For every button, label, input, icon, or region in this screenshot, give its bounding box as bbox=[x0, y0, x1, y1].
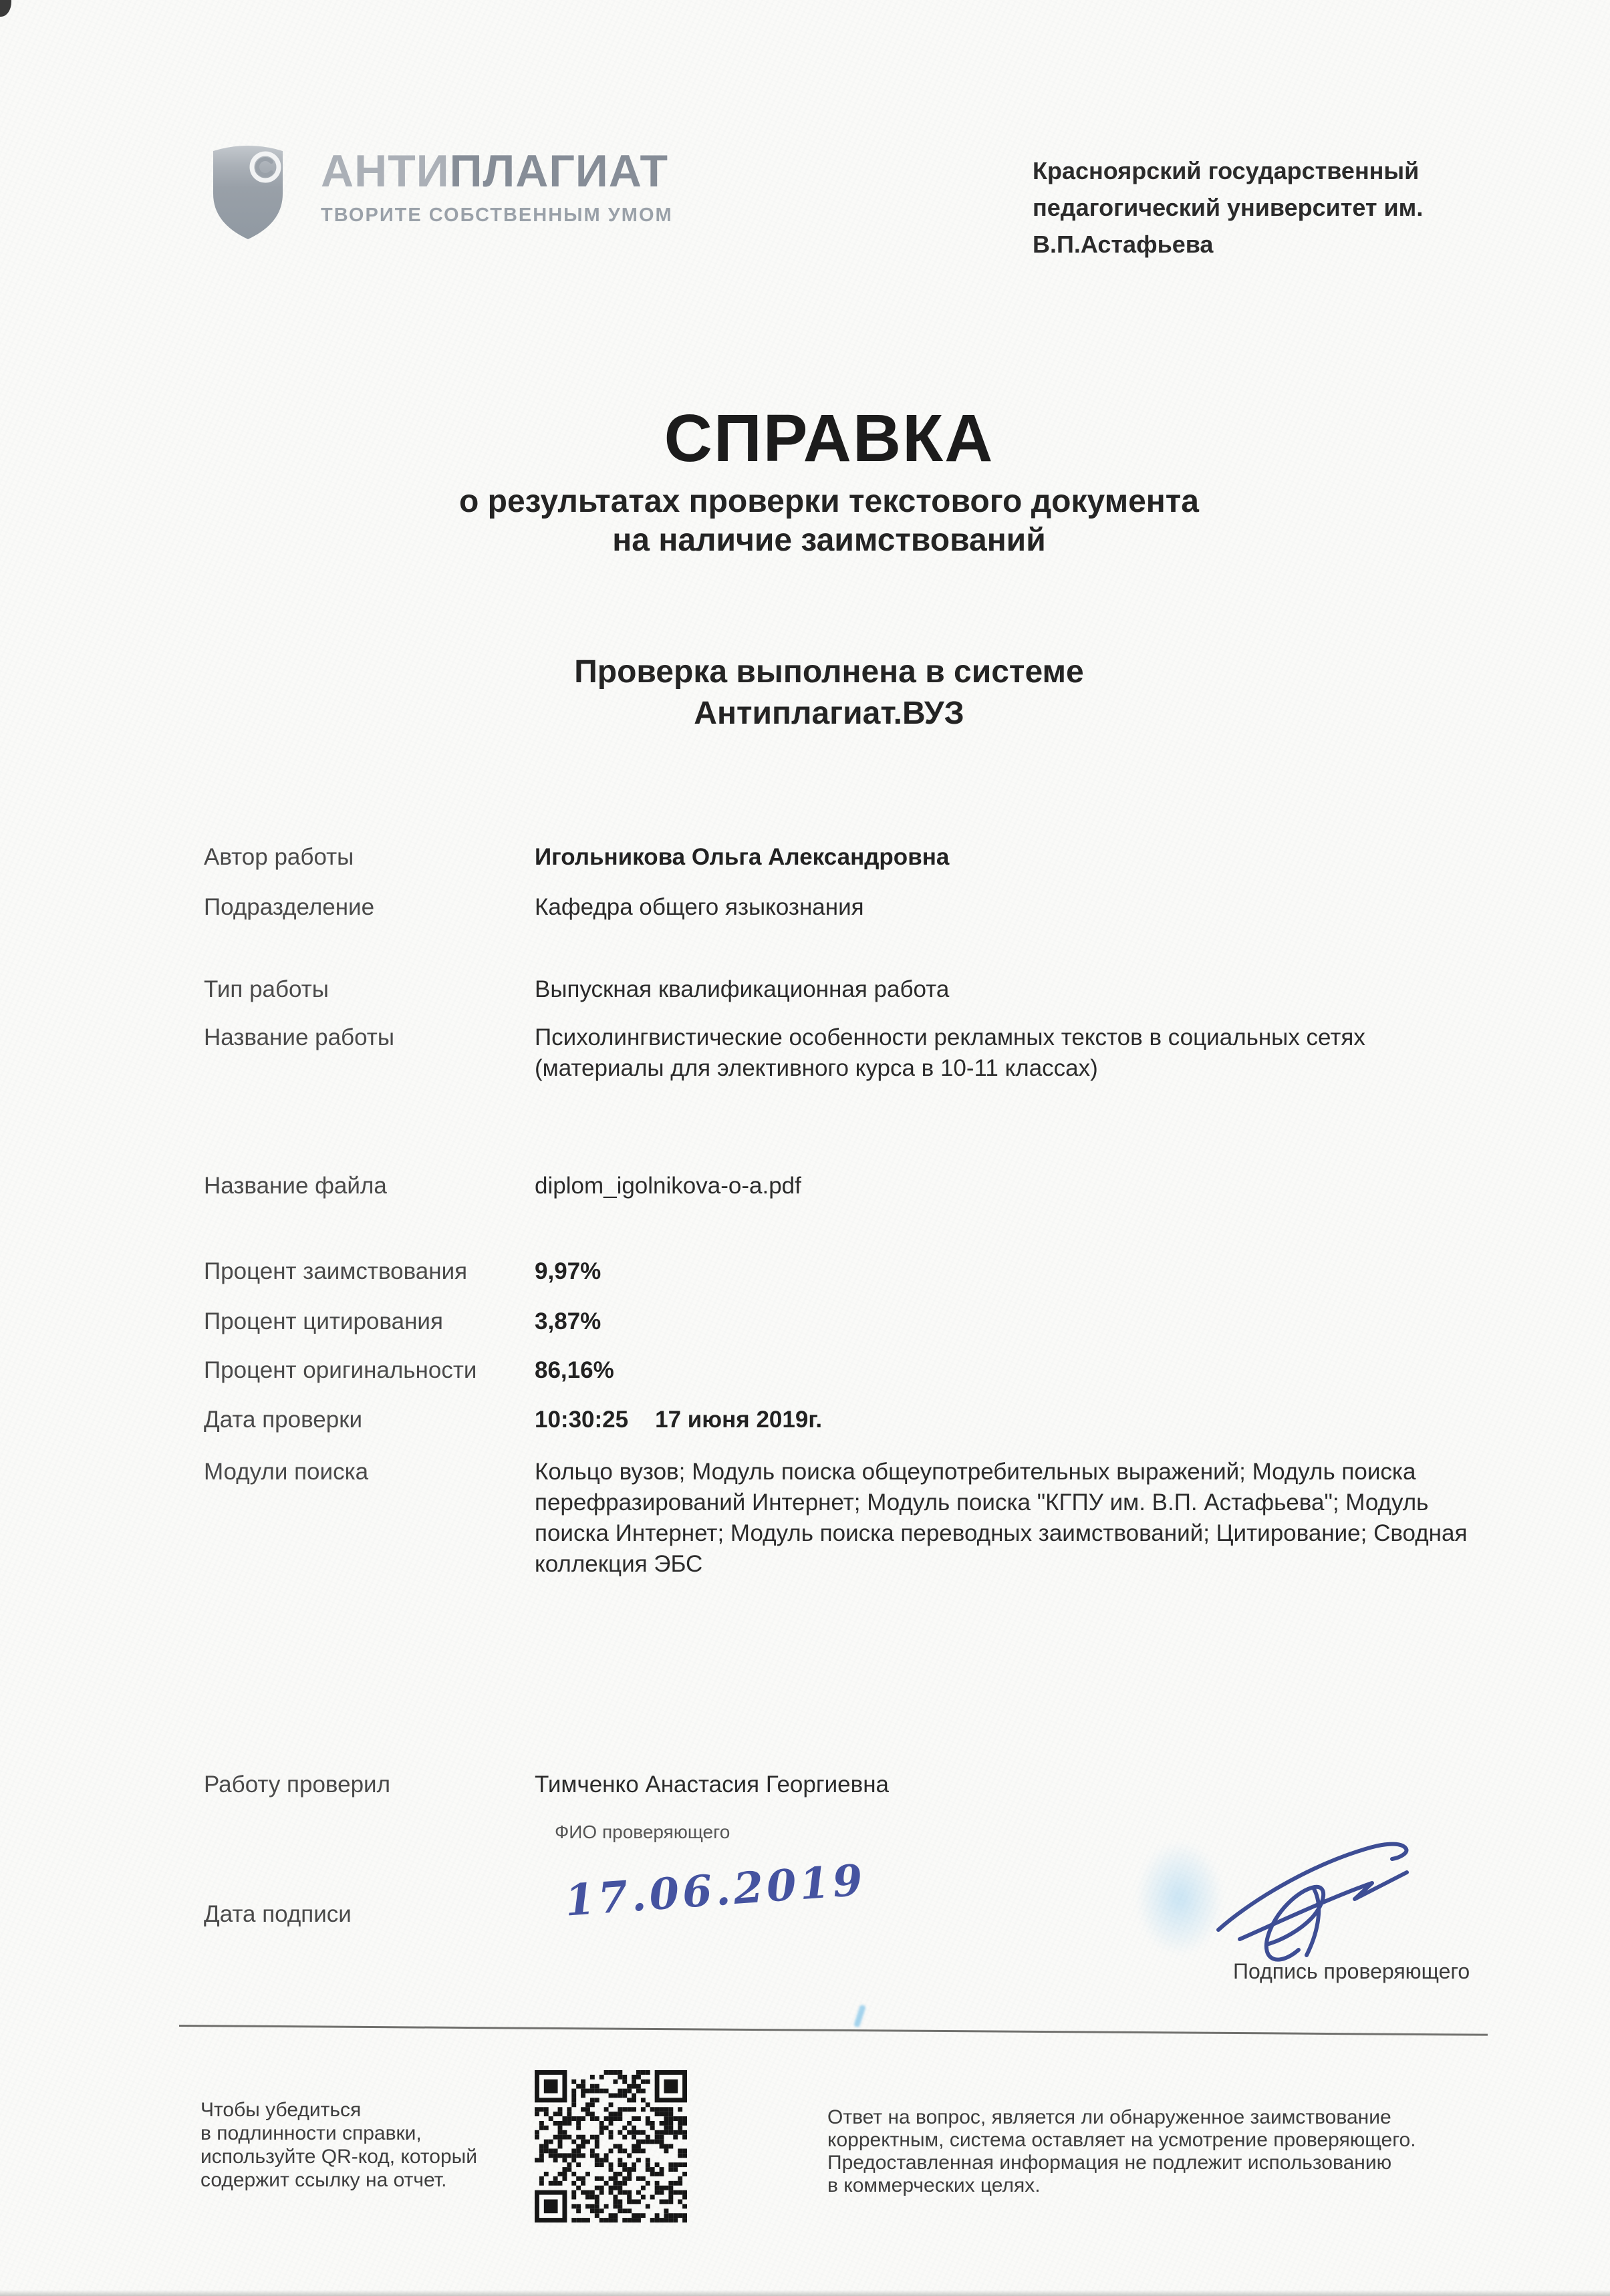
scan-bottom-artifact bbox=[0, 2290, 1610, 2296]
qr-hint-line: содержит ссылку на отчет. bbox=[200, 2169, 447, 2191]
field-value: 86,16% bbox=[535, 1357, 614, 1383]
field-citation-percent bbox=[204, 1306, 1490, 1337]
work-title-line1: Психолингвистические особенности рекламных текстов в социальных сетях bbox=[535, 1024, 1365, 1050]
footer-divider bbox=[179, 2025, 1488, 2036]
qr-hint-line: используйте QR-код, который bbox=[200, 2146, 477, 2168]
university-line: педагогический университет им. bbox=[1033, 194, 1424, 221]
field-department bbox=[204, 892, 1490, 923]
field-label: Дата подписи bbox=[204, 1901, 352, 1927]
brand-tagline: ТВОРИТЕ СОБСТВЕННЫМ УМОМ bbox=[321, 204, 673, 226]
qr-hint-text bbox=[200, 2098, 477, 2192]
field-label: Процент цитирования bbox=[204, 1308, 443, 1334]
field-value: 9,97% bbox=[535, 1258, 601, 1284]
disclaimer-line: Ответ на вопрос, является ли обнаруженное заимствование bbox=[827, 2106, 1391, 2128]
system-line1: Проверка выполнена в системе bbox=[574, 654, 1084, 690]
field-value: Кафедра общего языкознания bbox=[535, 894, 864, 920]
subtitle-line2: на наличие заимствований bbox=[612, 523, 1046, 558]
signature-caption: Подпись проверяющего bbox=[1233, 1959, 1470, 1983]
field-borrowed-percent bbox=[204, 1256, 1490, 1287]
work-title-line2: (материалы для элективного курса в 10-11 классах) bbox=[535, 1055, 1098, 1081]
system-statement bbox=[24, 652, 1610, 734]
disclaimer-line: в коммерческих целях. bbox=[827, 2174, 1041, 2196]
field-checked-by bbox=[204, 1769, 1490, 1800]
disclaimer-text bbox=[827, 2106, 1416, 2197]
qr-hint-line: Чтобы убедиться bbox=[200, 2099, 362, 2121]
brand-name bbox=[321, 148, 673, 194]
field-label: Дата проверки bbox=[204, 1407, 363, 1433]
document-title: СПРАВКА bbox=[664, 401, 994, 476]
shield-logo-icon bbox=[207, 139, 289, 241]
reviewer-note: ФИО проверяющего bbox=[555, 1822, 730, 1842]
field-value: Игольникова Ольга Александровна bbox=[535, 844, 950, 870]
antiplagiat-logo bbox=[207, 139, 673, 241]
field-check-date bbox=[204, 1405, 1490, 1435]
subtitle-line1: о результатах проверки текстового документа bbox=[459, 484, 1199, 519]
document-subtitle bbox=[24, 482, 1610, 560]
field-value: diplom_igolnikova-o-a.pdf bbox=[535, 1173, 801, 1199]
field-work-type bbox=[204, 974, 1490, 1005]
university-line: В.П.Астафьева bbox=[1033, 231, 1214, 258]
field-sign-date bbox=[204, 1899, 535, 1930]
field-search-modules bbox=[204, 1457, 1490, 1580]
reviewer-signature bbox=[1200, 1824, 1434, 1968]
qr-hint-line: в подлинности справки, bbox=[200, 2122, 422, 2144]
university-line: Красноярский государственный bbox=[1033, 157, 1420, 184]
brand-light: АНТИ bbox=[321, 146, 450, 196]
field-author bbox=[204, 842, 1490, 873]
check-time: 10:30:25 bbox=[535, 1407, 629, 1433]
field-label: Работу проверил bbox=[204, 1771, 391, 1798]
field-label: Название работы bbox=[204, 1024, 394, 1050]
field-value bbox=[535, 1405, 1490, 1435]
disclaimer-line: Предоставленная информация не подлежит использованию bbox=[827, 2152, 1392, 2174]
brand-bold: ПЛАГИАТ bbox=[449, 146, 669, 196]
field-label: Модули поиска bbox=[204, 1459, 369, 1485]
university-name bbox=[1033, 152, 1500, 263]
system-line2: Антиплагиат.ВУЗ bbox=[694, 696, 964, 731]
field-value: Кольцо вузов; Модуль поиска общеупотребительных выражений; Модуль поиска перефразирований Интернет; Модуль поиска "КГПУ им. В.П. Астафьева"; Модуль поиска Интернет; Модуль поиска переводных заимствований; Цитирование; Сводная коллекция ЭБС bbox=[535, 1459, 1468, 1577]
field-label: Тип работы bbox=[204, 976, 329, 1002]
field-label: Название файла bbox=[204, 1173, 387, 1199]
ink-speck-artifact bbox=[853, 2004, 866, 2027]
logo-text bbox=[321, 139, 673, 227]
field-label: Процент оригинальности bbox=[204, 1357, 477, 1383]
handwritten-date: 17.06.2019 bbox=[563, 1855, 867, 1926]
check-date: 17 июня 2019г. bbox=[655, 1407, 823, 1433]
qr-code bbox=[535, 2070, 687, 2222]
field-value: Тимченко Анастасия Георгиевна bbox=[535, 1771, 890, 1798]
field-value bbox=[535, 1022, 1490, 1084]
field-label: Подразделение bbox=[204, 894, 375, 920]
disclaimer-line: корректным, система оставляет на усмотрение проверяющего. bbox=[827, 2129, 1416, 2151]
field-label: Автор работы bbox=[204, 844, 354, 870]
field-value: Выпускная квалификационная работа bbox=[535, 976, 950, 1002]
field-work-title bbox=[204, 1022, 1490, 1084]
field-label: Процент заимствования bbox=[204, 1258, 468, 1284]
field-original-percent bbox=[204, 1355, 1490, 1386]
field-value: 3,87% bbox=[535, 1308, 601, 1334]
field-file-name bbox=[204, 1171, 1490, 1201]
scan-corner-artifact bbox=[0, 0, 11, 17]
